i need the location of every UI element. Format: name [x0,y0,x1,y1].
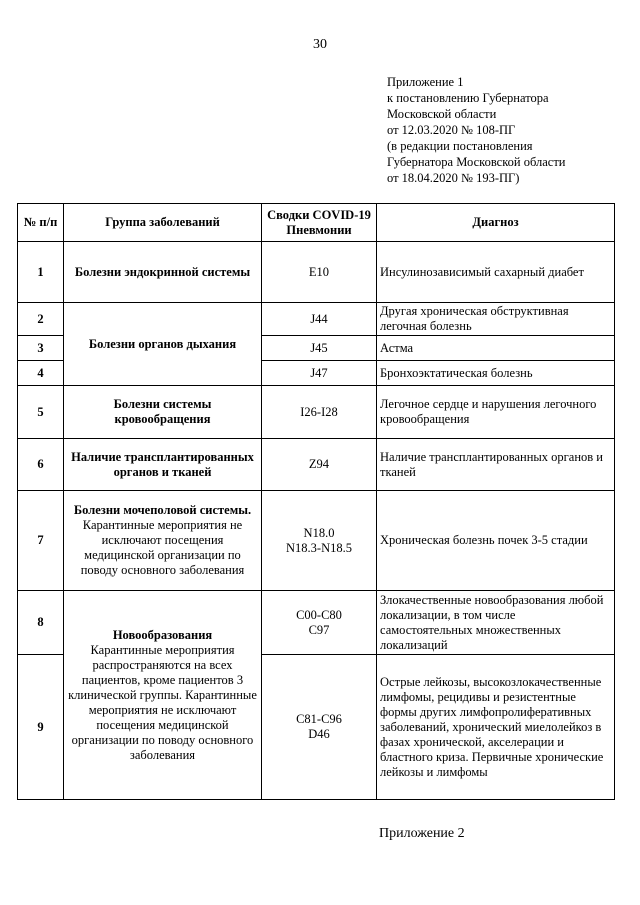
row-num: 4 [18,361,64,386]
table-row [18,439,615,491]
row-code [262,655,377,800]
row-num: 1 [18,242,64,303]
table-row [18,491,615,591]
group-title: Новообразования [112,627,213,642]
header-line: Приложение 1 [387,75,464,89]
row-num: 3 [18,336,64,361]
row-diagnosis: Наличие трансплантированных органов и тканей [377,439,615,491]
group-title: Болезни органов дыхания [88,336,237,351]
header-line: от 12.03.2020 № 108-ПГ [387,123,516,137]
row-code: Z94 [262,439,377,491]
row-code [262,491,377,591]
row-num: 8 [18,591,64,655]
code-line: N18.3-N18.5 [286,540,352,555]
row-group [64,242,262,303]
appendix-header [387,74,627,186]
header-num: № п/п [18,204,64,242]
code-line: D46 [308,727,330,741]
header-code: Сводки COVID-19 Пневмонии [262,204,377,242]
row-diagnosis: Астма [377,336,615,361]
code-line: N18.0 [303,525,335,540]
row-group [64,439,262,491]
row-num: 6 [18,439,64,491]
row-code: E10 [262,242,377,303]
diseases-table [17,203,615,800]
code-line: C97 [308,622,330,637]
row-code: J47 [262,361,377,386]
row-group [64,303,262,386]
page-number: 30 [313,37,327,52]
row-diagnosis: Инсулинозависимый сахарный диабет [377,242,615,303]
header-line: Московской области [387,107,497,121]
table-header-row [18,204,615,242]
header-group: Группа заболеваний [64,204,262,242]
header-line: к постановлению Губернатора [387,91,549,105]
row-group [64,386,262,439]
group-title: Болезни эндокринной системы [74,264,251,279]
row-group [64,591,262,800]
code-line: C81-C96 [296,712,342,726]
row-code [262,591,377,655]
row-num: 5 [18,386,64,439]
header-diagnosis: Диагноз [377,204,615,242]
code-line: C00-C80 [296,607,342,622]
group-note: Карантинные мероприятия распространяются на всех пациентов, кроме пациентов 3 клинической группы. Карантинные мероприятия не исключают посещения медицинской организации по поводу основного заболевания [68,642,257,762]
header-line: Губернатора Московской области [387,155,566,169]
row-diagnosis: Злокачественные новообразования любой локализации, в том числе самостоятельных множественных локализаций [377,591,615,655]
row-diagnosis: Хроническая болезнь почек 3-5 стадии [377,491,615,591]
group-title: Наличие трансплантированных органов и тканей [71,449,254,479]
table-row [18,591,615,655]
row-diagnosis: Острые лейкозы, высокозлокачественные лимфомы, рецидивы и резистентные формы других лимфопролиферативных заболеваний, хронический миелолейкоз в фазах хронической, акселерации и бластного криза. Первичные хронические лейкозы и лимфомы [377,655,615,800]
group-title: Болезни системы кровообращения [113,397,212,426]
header-line: от 18.04.2020 № 193-ПГ) [387,171,520,185]
row-diagnosis: Бронхоэктатическая болезнь [377,361,615,386]
row-num: 2 [18,303,64,336]
row-diagnosis: Другая хроническая обструктивная легочная болезнь [377,303,615,336]
table-row [18,303,615,336]
group-note: Карантинные мероприятия не исключают посещения медицинской организации по поводу основного заболевания [80,518,245,577]
row-num: 7 [18,491,64,591]
row-group [64,491,262,591]
row-code: J44 [262,303,377,336]
row-code: I26-I28 [262,386,377,439]
group-title: Болезни мочеполовой системы. [73,503,252,517]
row-num: 9 [18,655,64,800]
row-diagnosis: Легочное сердце и нарушения легочного кровообращения [377,386,615,439]
appendix-2-title: Приложение 2 [379,826,465,841]
table-row [18,242,615,303]
header-line: (в редакции постановления [387,139,533,153]
row-code: J45 [262,336,377,361]
table-row [18,386,615,439]
